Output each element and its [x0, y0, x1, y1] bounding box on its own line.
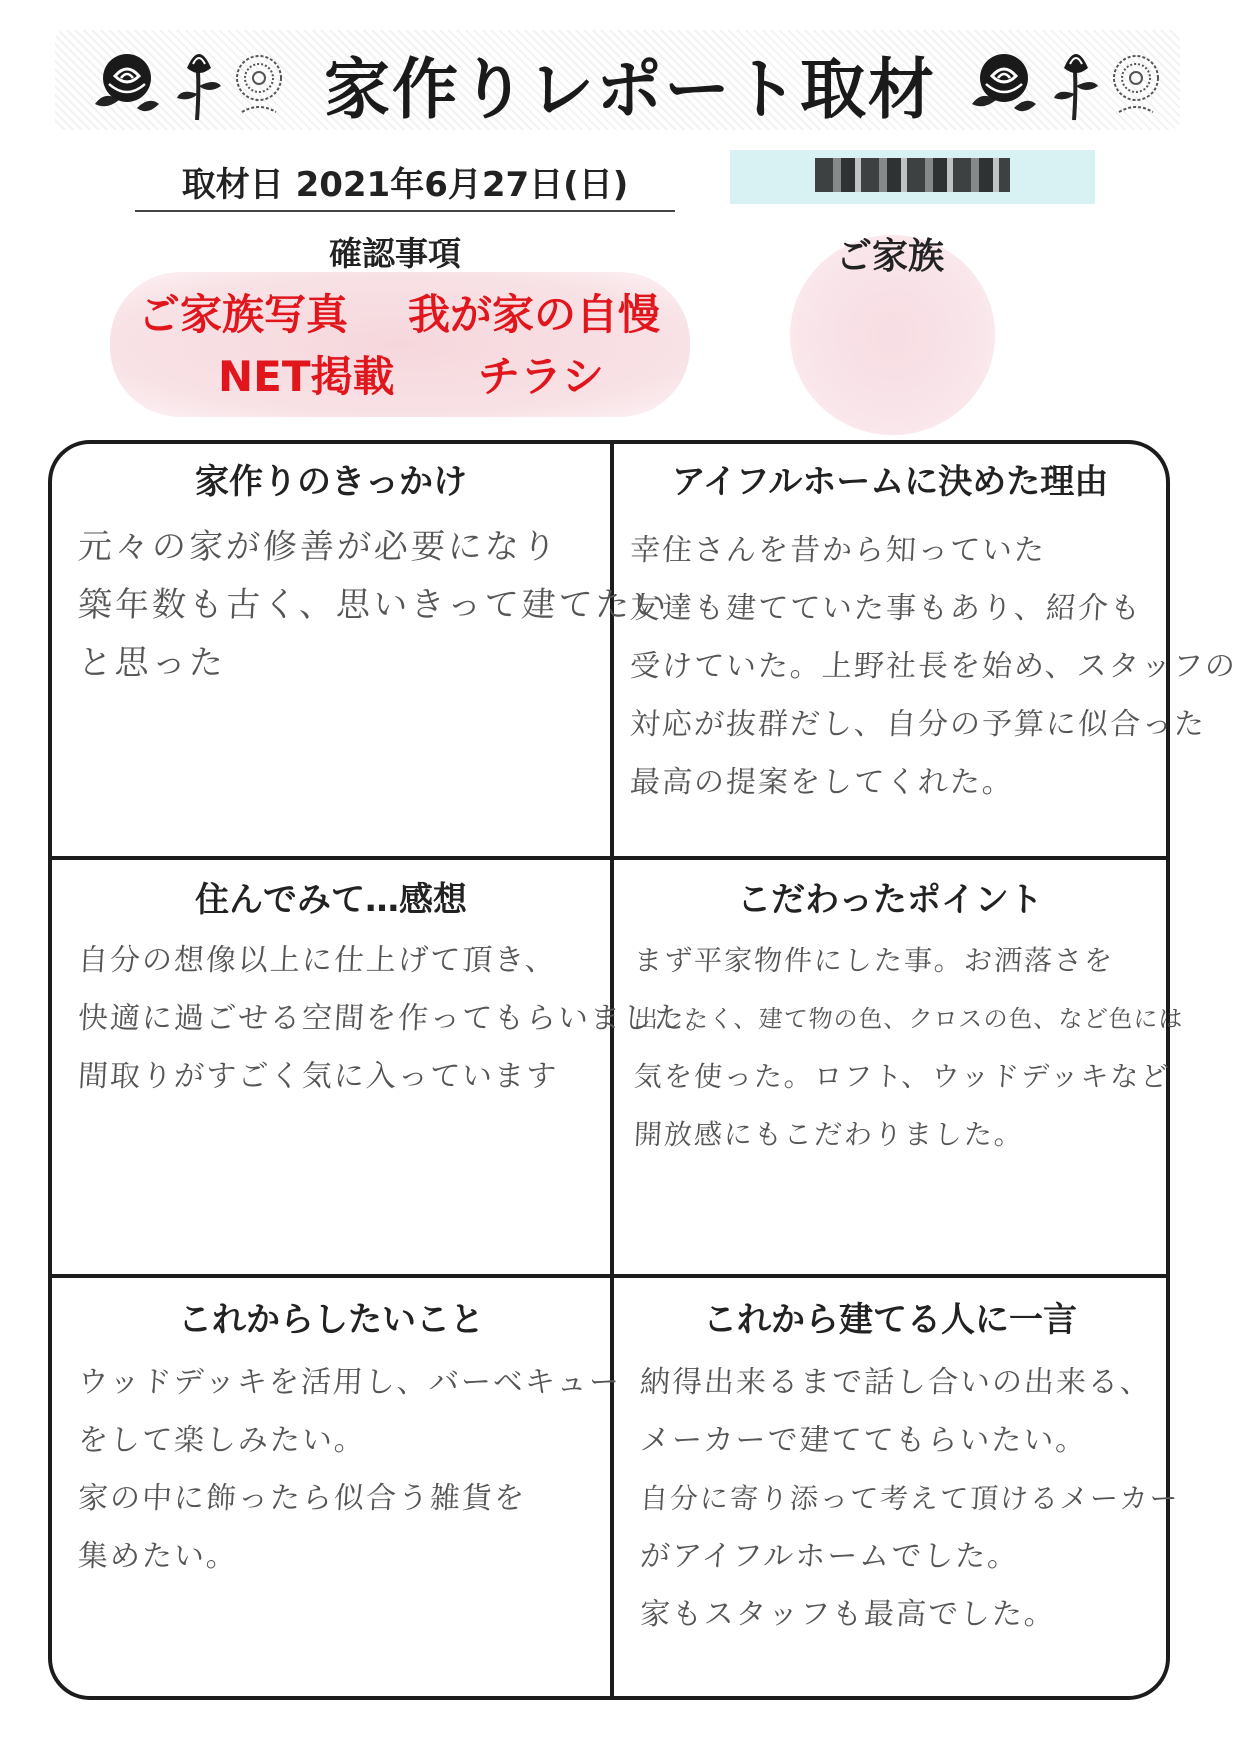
rose-decoration-right	[962, 42, 1164, 122]
rose-bud-icon	[171, 42, 226, 122]
section-focus-point	[614, 860, 1185, 1274]
answer-line: がアイフルホームでした。	[639, 1539, 1021, 1574]
answer-line: 自分に寄り添って考えて頂けるメーカー	[639, 1482, 1181, 1515]
answer-line: まず平家物件にした事。お洒落さを	[633, 944, 1115, 977]
answer-line: 集めたい。	[77, 1539, 239, 1574]
answer-line: 対応が抜群だし、自分の予算に似合った	[629, 707, 1207, 742]
answer-line: 幸住さんを昔から知っていた	[629, 533, 1047, 568]
answer-line: 気を使った。ロフト、ウッドデッキなど	[633, 1060, 1172, 1093]
rose-icon	[85, 42, 165, 122]
confirm-item-family-photo: ご家族写真	[138, 290, 349, 339]
answer-line: 自分の想像以上に仕上げて頂き、	[77, 943, 558, 978]
section-title: こだわったポイント	[737, 880, 1043, 920]
section-reason	[614, 444, 1238, 856]
answer-line: 開放感にもこだわりました。	[633, 1118, 1025, 1151]
answer-line: メーカーで建ててもらいたい。	[639, 1423, 1089, 1458]
answer-line: 元々の家が修善が必要になり	[76, 527, 561, 567]
section-answer	[78, 518, 669, 692]
rose-outline-icon	[1109, 42, 1164, 122]
redacted-name	[815, 158, 1010, 192]
rose-bud-icon	[1048, 42, 1103, 122]
answer-line: と思った	[76, 643, 228, 683]
section-title: これからしたいこと	[178, 1300, 484, 1340]
section-impression	[52, 860, 719, 1274]
answer-line: 家の中に飾ったら似合う雑貨を	[77, 1481, 527, 1516]
answer-line: 快適に過ごせる空間を作ってもらいました。	[77, 1001, 719, 1036]
answer-line: 納得出来るまで話し合いの出来る、	[639, 1365, 1153, 1400]
answer-line: 友達も建てていた事もあり、紹介も	[629, 591, 1143, 626]
family-title: ご家族	[835, 236, 944, 277]
confirm-item-home-pride: 我が家の自慢	[408, 290, 661, 339]
section-title: 住んでみて…感想	[195, 880, 467, 920]
answer-line: 出したく、建て物の色、クロスの色、など色には	[633, 1005, 1185, 1033]
section-message	[614, 1278, 1181, 1696]
section-future-plans	[52, 1278, 622, 1696]
answer-line: 家もスタッフも最高でした。	[639, 1597, 1057, 1632]
page-title: 家作りレポート取材	[324, 50, 936, 128]
answer-line: 築年数も古く、思いきって建てたい	[76, 585, 671, 625]
confirm-item-net-posting: NET掲載	[218, 352, 395, 401]
section-answer	[640, 1354, 1179, 1644]
section-answer	[78, 1354, 621, 1586]
section-answer	[630, 522, 1237, 812]
answer-line: 受けていた。上野社長を始め、スタッフの	[629, 649, 1238, 684]
answer-line: 間取りがすごく気に入っています	[77, 1059, 559, 1094]
confirm-title: 確認事項	[329, 234, 461, 273]
rose-outline-icon	[232, 42, 287, 122]
rose-decoration-left	[85, 42, 287, 122]
answer-line: をして楽しみたい。	[77, 1423, 367, 1458]
answer-line: 最高の提案をしてくれた。	[629, 765, 1015, 800]
interview-date: 取材日 2021年6月27日(日)	[135, 160, 675, 212]
answer-line: ウッドデッキを活用し、バーベキュー	[77, 1365, 622, 1400]
section-title: 家作りのきっかけ	[195, 462, 467, 502]
section-title: アイフルホームに決めた理由	[671, 462, 1109, 502]
rose-icon	[962, 42, 1042, 122]
section-title: これから建てる人に一言	[703, 1300, 1077, 1340]
confirm-item-flyer: チラシ	[478, 352, 605, 401]
section-answer	[634, 932, 1184, 1164]
section-motivation	[52, 444, 671, 856]
